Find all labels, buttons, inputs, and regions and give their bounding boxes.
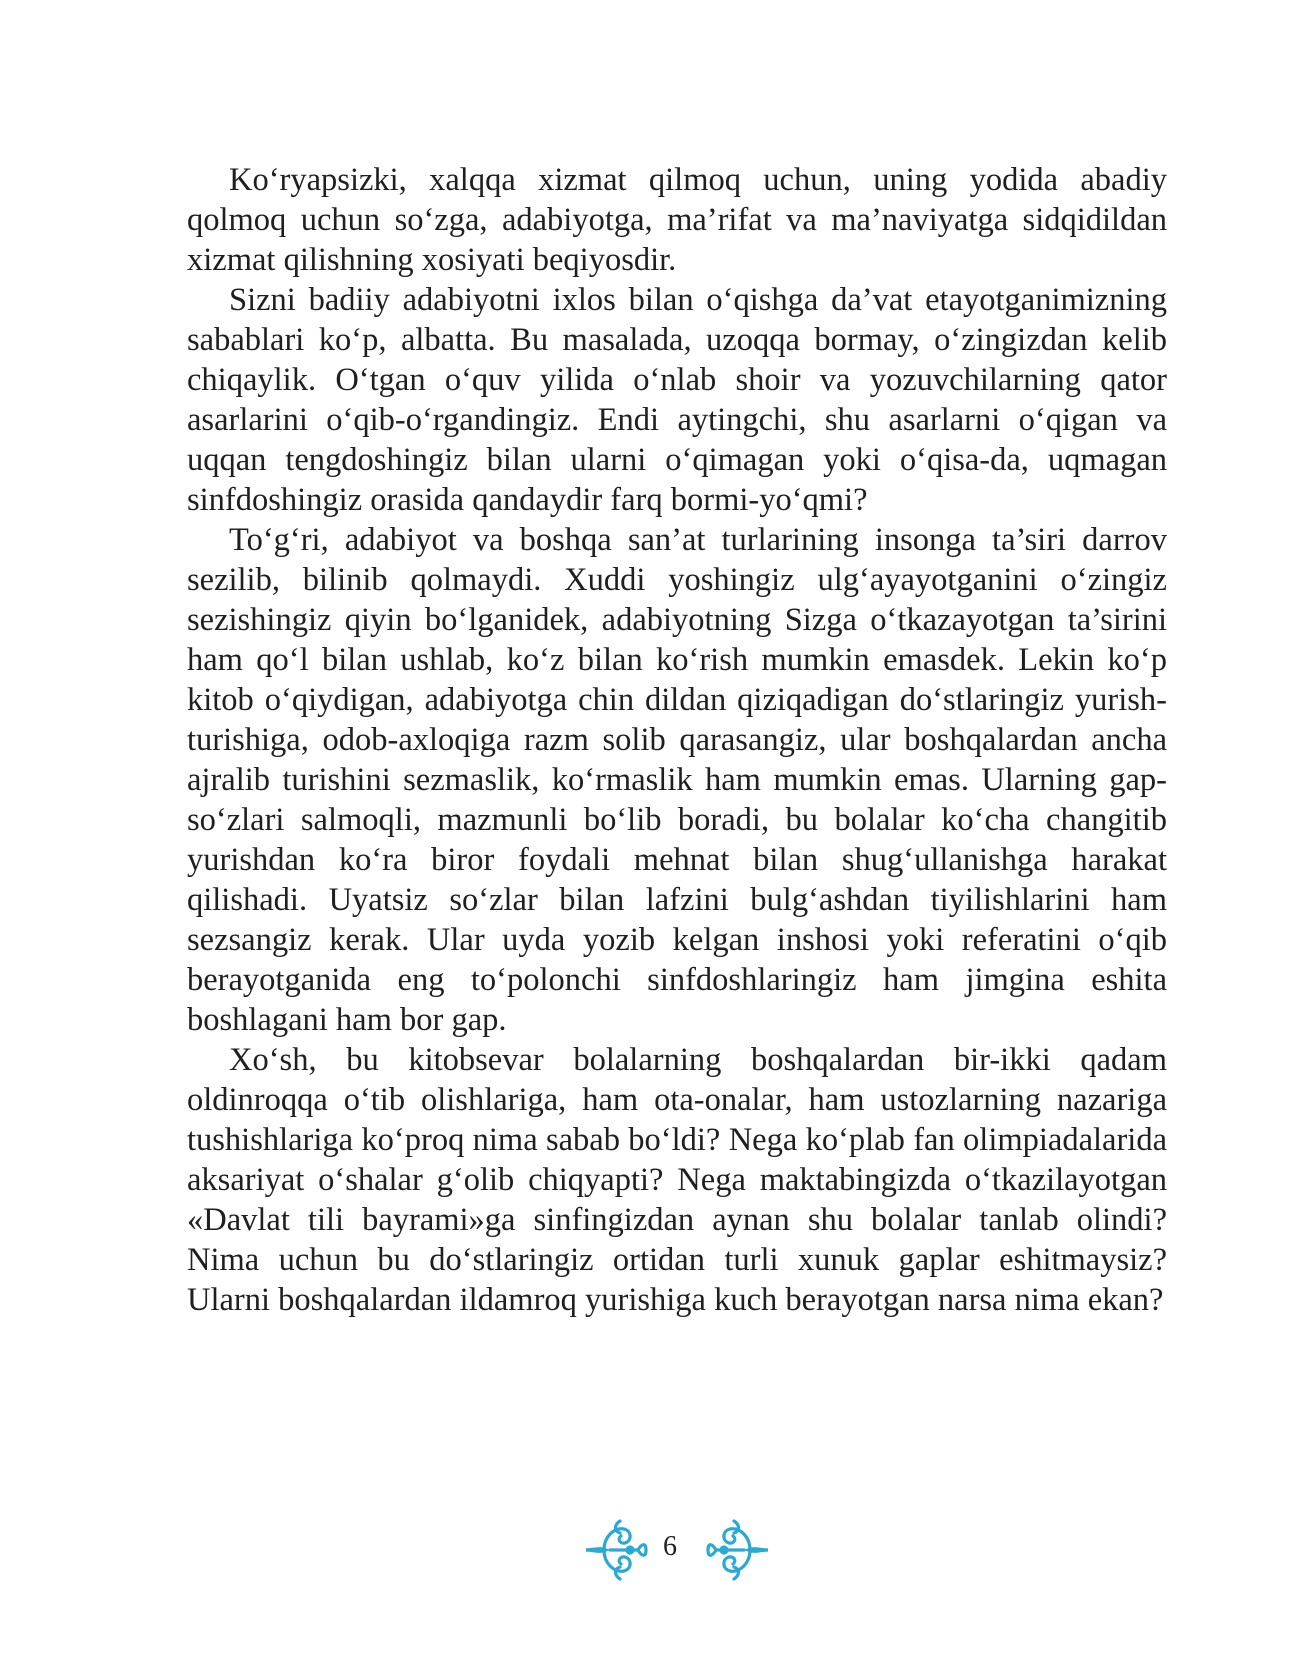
floral-ornament-right-icon bbox=[704, 1517, 774, 1583]
page-body bbox=[187, 160, 1167, 1320]
page-number: 6 bbox=[663, 1531, 677, 1562]
page-footer bbox=[0, 1517, 1300, 1587]
paragraph-2: Sizni badiiy adabiyotni ixlos bilan o‘qishga da’vat etayotganimizning sabablari ko‘p, albatta. Bu masalada, uzoqqa bormay, o‘zingizdan kelib chiqaylik. O‘tgan o‘quv yilida o‘nlab shoir va yozuvchilarning qator asarlarini o‘qib-o‘rgandingiz. Endi aytingchi, shu asarlarni o‘qigan va uqqan tengdoshingiz bilan ularni o‘qimagan yoki o‘qisa-da, uqmagan sinfdoshingiz orasida qandaydir farq bormi-yo‘qmi? bbox=[187, 282, 1167, 518]
paragraph-1: Ko‘ryapsizki, xalqqa xizmat qilmoq uchun, uning yodida abadiy qolmoq uchun so‘zga, adabiyotga, ma’rifat va ma’naviyatga sidqidildan xizmat qilishning xosiyati beqiyosdir. bbox=[187, 162, 1167, 278]
paragraph-3: To‘g‘ri, adabiyot va boshqa san’at turlarining insonga ta’siri darrov sezilib, bilinib qolmaydi. Xuddi yoshingiz ulg‘ayayotganini o‘zingiz sezishingiz qiyin bo‘lganidek, adabiyotning Sizga o‘tkazayotgan ta’sirini ham qo‘l bilan ushlab, ko‘z bilan ko‘rish mumkin emasdek. Lekin ko‘p kitob o‘qiydigan, adabiyotga chin dildan qiziqadigan do‘stlaringiz yurish-turishiga, odob-axloqiga razm solib qarasangiz, ular boshqalardan ancha ajralib turishini sezmaslik, ko‘rmaslik ham mumkin emas. Ularning gap-so‘zlari salmoqli, mazmunli bo‘lib boradi, bu bolalar ko‘cha changitib yurishdan ko‘ra biror foydali mehnat bilan shug‘ullanishga harakat qilishadi. Uyatsiz so‘zlar bilan lafzini bulg‘ashdan tiyilishlarini ham sezsangiz kerak. Ular uyda yozib kelgan inshosi yoki referatini o‘qib berayotganida eng to‘polonchi sinfdoshlaringiz ham jimgina eshita boshlagani ham bor gap. bbox=[187, 522, 1167, 1038]
floral-ornament-left-icon bbox=[580, 1517, 650, 1583]
paragraph-4: Xo‘sh, bu kitobsevar bolalarning boshqalardan bir-ikki qadam oldinroqqa o‘tib olishlariga, ham ota-onalar, ham ustozlarning nazariga tushishlariga ko‘proq nima sabab bo‘ldi? Nega ko‘plab fan olimpiadalarida aksariyat o‘shalar g‘olib chiqyapti? Nega maktabingizda o‘tkazilayotgan «Davlat tili bayrami»ga sinfingizdan aynan shu bolalar tanlab olindi? Nima uchun bu do‘stlaringiz ortidan turli xunuk gaplar eshitmaysiz? Ularni boshqalardan ildamroq yurishiga kuch berayotgan narsa nima ekan? bbox=[187, 1042, 1167, 1318]
